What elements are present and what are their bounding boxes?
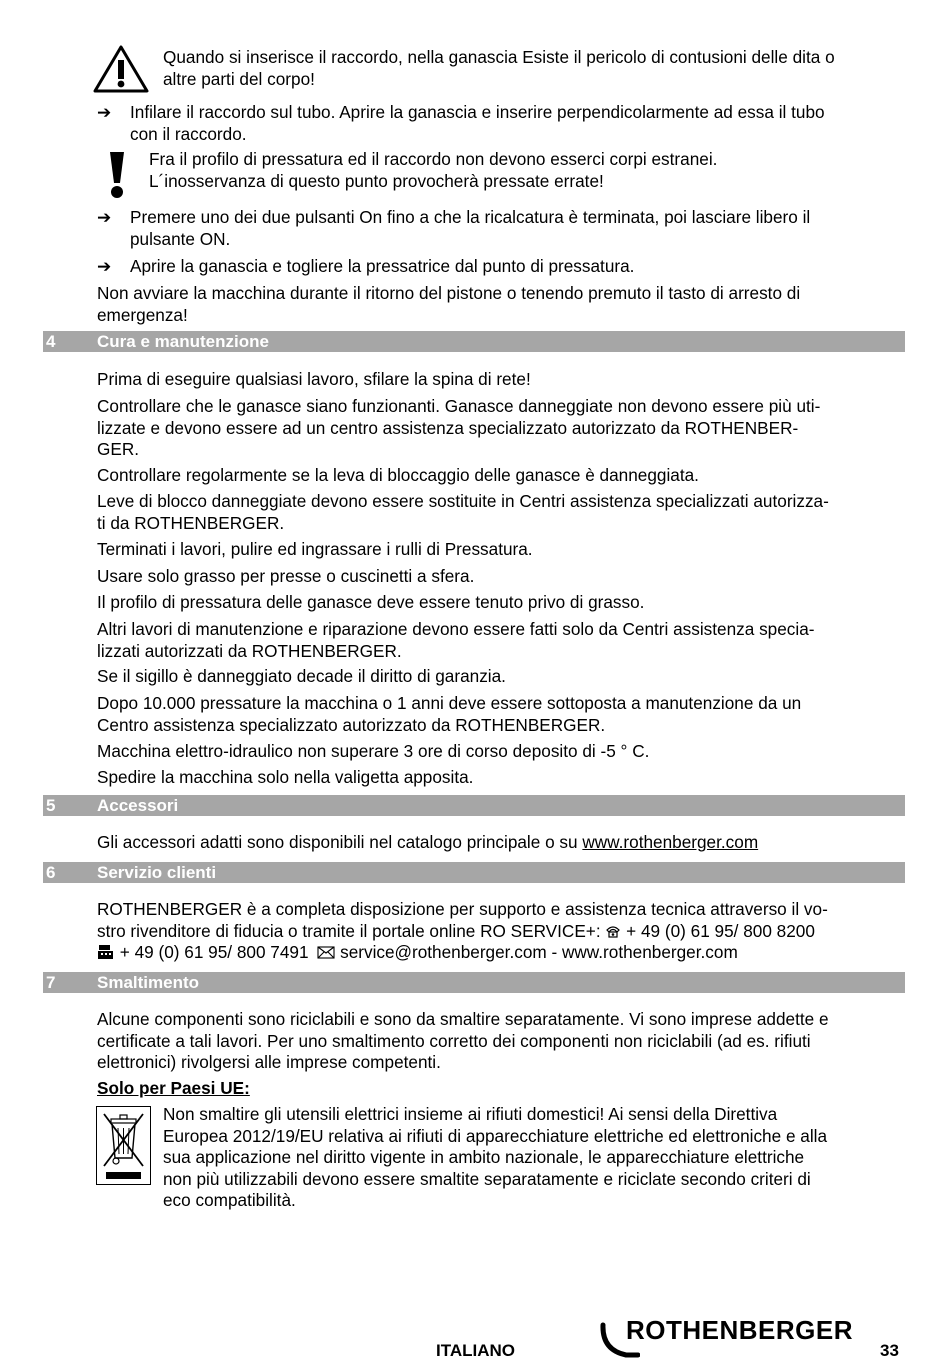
paragraph: Dopo 10.000 pressature la macchina o 1 anni deve essere sottoposta a manutenzione da un Centro assistenza specializzato autorizzato da ROTHENBERGER. (97, 693, 802, 735)
arrow-icon: ➔ (97, 257, 112, 276)
paragraph: Leve di blocco danneggiate devono essere sostituite in Centri assistenza specializzati autorizza- ti da ROTHENBERGER. (97, 491, 829, 533)
section-title: Accessori (97, 796, 179, 815)
paragraph: Il profilo di pressatura delle ganasce deve essere tenuto privo di grasso. (97, 592, 645, 612)
section-title: Smaltimento (97, 973, 200, 992)
section-header-6 (43, 862, 905, 883)
paragraph: Alcune componenti sono riciclabili e sono da smaltire separatamente. Vi sono imprese addette e certificate a tali lavori. Per uno smaltimento corretto dei componenti non riciclabili (ad es. rifiuti elettronici) rivolgersi alle imprese competenti. (97, 1009, 829, 1072)
note-text: Fra il profilo di pressatura ed il raccordo non devono esserci corpi estranei. L´inosservanza di questo punto provocherà pressate errate! (149, 149, 718, 191)
paragraph: Prima di eseguire qualsiasi lavoro, sfilare la spina di rete! (97, 369, 531, 389)
exclamation-icon (107, 150, 127, 200)
phone-number: + 49 (0) 61 95/ 800 8200 (626, 920, 815, 941)
section-number: 4 (46, 332, 56, 351)
warning-triangle-icon (93, 44, 149, 94)
step-infilare: Infilare il raccordo sul tubo. Aprire la ganascia e inserire perpendicolarmente ad essa il tubo con il raccordo. (130, 102, 825, 144)
paragraph: Spedire la macchina solo nella valigetta apposita. (97, 767, 474, 787)
fax-number: + 49 (0) 61 95/ 800 7491 (119, 942, 309, 962)
section-header-4 (43, 331, 905, 352)
section-number: 7 (46, 973, 56, 992)
page-number: 33 (880, 1341, 899, 1360)
paragraph: Se il sigillo è danneggiato decade il diritto di garanzia. (97, 666, 506, 686)
step-premere: Premere uno dei due pulsanti On fino a che la ricalcatura è terminata, poi lasciare libero il pulsante ON. (130, 207, 811, 249)
paragraph: Usare solo grasso per presse o cuscinetti a sfera. (97, 566, 475, 586)
section-header-7 (43, 972, 905, 993)
website-link[interactable]: www.rothenberger.com (582, 832, 759, 852)
website-text[interactable]: www.rothenberger.com (561, 942, 738, 962)
phone-icon (605, 925, 621, 938)
brand-logo: ROTHENBERGER (626, 1315, 854, 1345)
footer-language: ITALIANO (436, 1341, 516, 1360)
arrow-icon: ➔ (97, 208, 112, 227)
section-header-5 (43, 795, 905, 816)
paragraph: Terminati i lavori, pulire ed ingrassare i rulli di Pressatura. (97, 539, 533, 559)
contact-paragraph: ROTHENBERGER è a completa disposizione per supporto e assistenza tecnica attraverso il vo- stro rivenditore di fiducia o tramite il portale online RO SERVICE+: + 49 (0) 61 95/ 800 8200 + 49 (0) 61 95/ 800 7491 service@rothenberger.com - www.rothenberger.com (97, 899, 828, 962)
email-address[interactable]: service@rothenberger.com (340, 942, 547, 962)
eu-heading: Solo per Paesi UE: (97, 1078, 250, 1098)
paragraph: Gli accessori adatti sono disponibili nel catalogo principale o su www.rothenberger.com (97, 832, 759, 852)
section-number: 5 (46, 796, 56, 815)
email-icon (317, 946, 335, 959)
section-title: Servizio clienti (97, 863, 217, 882)
eu-disposal-text: Non smaltire gli utensili elettrici insieme ai rifiuti domestici! Ai sensi della Direttiva Europea 2012/19/EU relativa ai rifiuti di apparecchiature elettriche ed elettroniche e alla sua applicazione nel diritto vigente in ambito nazionale, le apparecchiature elettriche non più utilizzabili devono essere smaltite separatamente e riciclate secondo criteri di eco compatibilità. (163, 1104, 828, 1210)
paragraph: Controllare regolarmente se la leva di bloccaggio delle ganasce è danneggiata. (97, 465, 699, 485)
step-aprire: Aprire la ganascia e togliere la pressatrice dal punto di pressatura. (130, 256, 635, 276)
arrow-icon: ➔ (97, 103, 112, 122)
fax-icon (97, 944, 115, 960)
paragraph: Altri lavori di manutenzione e riparazione devono essere fatti solo da Centri assistenza specia- lizzati autorizzati da ROTHENBERGER. (97, 619, 815, 661)
paragraph: Controllare che le ganasce siano funzionanti. Ganasce danneggiate non devono essere più uti- lizzate e devono essere ad un centro assistenza specializzato autorizzato da ROTHENBER- GER. (97, 396, 821, 459)
warning-text: Quando si inserisce il raccordo, nella ganascia Esiste il pericolo di contusioni delle dita o altre parti del corpo! (163, 47, 835, 89)
weee-bin-icon (96, 1106, 151, 1186)
section-number: 6 (46, 863, 56, 882)
warning-paragraph: Non avviare la macchina durante il ritorno del pistone o tenendo premuto il tasto di arresto di emergenza! (97, 283, 801, 325)
paragraph: Macchina elettro-idraulico non superare 3 ore di corso deposito di -5 ° C. (97, 741, 650, 761)
section-title: Cura e manutenzione (97, 332, 269, 351)
